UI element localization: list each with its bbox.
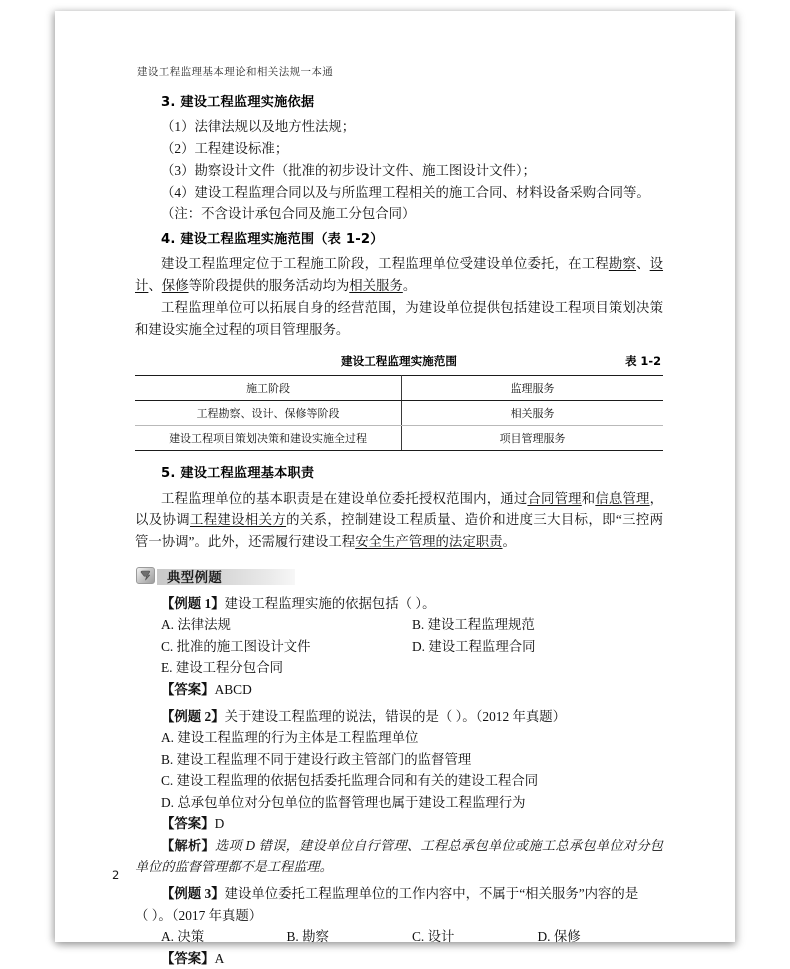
text-run: 建设工程监理实施的依据包括（ ）。 xyxy=(224,595,436,611)
answer-tag: 【答案】 xyxy=(161,816,215,832)
table-caption: 建设工程监理实施范围 xyxy=(341,354,457,369)
section-4-paragraph-2: 工程监理单位可以拓展自身的经营范围，为建设单位提供包括建设工程项目策划决策和建设实施全过程的项目管理服务。 xyxy=(135,299,663,337)
underlined-term: 合同管理 xyxy=(527,490,582,506)
option-a: A. 建设工程监理的行为主体是工程监理单位 xyxy=(161,730,419,746)
list-item: （4）建设工程监理合同以及与所监理工程相关的施工合同、材料设备采购合同等。 xyxy=(161,184,650,200)
table-cell: 工程勘察、设计、保修等阶段 xyxy=(135,401,402,426)
underlined-term: 设计 xyxy=(135,256,664,294)
answer-value: A xyxy=(214,950,225,966)
text-run: 建设单位委托工程监理单位的工作内容中，不属于“相关服务”内容的是 xyxy=(224,886,639,902)
option-d: D. 保修 xyxy=(537,929,581,945)
example-swirl-icon xyxy=(136,567,155,584)
example-1-tag: 【例题 1】 xyxy=(161,595,225,611)
example-3-tag: 【例题 3】 xyxy=(161,886,225,902)
text-run: 等阶段提供的服务活动均为 xyxy=(188,278,350,294)
underlined-term: 勘察 xyxy=(608,256,637,272)
section-4-paragraph-1 xyxy=(135,253,663,296)
answer-value: D xyxy=(214,816,225,832)
answer-tag: 【答案】 xyxy=(161,681,215,697)
table-row xyxy=(135,401,663,426)
underlined-term: 安全生产管理的法定职责 xyxy=(355,534,503,550)
document-page xyxy=(55,11,735,966)
option-e: E. 建设工程分包合同 xyxy=(161,660,283,676)
example-swirl-glyph xyxy=(139,569,152,582)
option-b: B. 建设工程监理规范 xyxy=(412,617,535,633)
example-2-answer xyxy=(135,813,663,834)
examples-banner-label: 典型例题 xyxy=(167,570,223,586)
option-b: B. 建设工程监理不同于建设行政主管部门的监督管理 xyxy=(161,751,472,767)
text-run: 的关系，控制建设工程质量、造价和进度三大目标，即“三控两管一协调”。此外，还需履行建设工程 xyxy=(135,512,663,550)
section-5-paragraph xyxy=(135,488,663,553)
table-cell: 建设工程项目策划决策和建设实施全过程 xyxy=(135,426,402,451)
section-3-heading: 3. 建设工程监理实施依据 xyxy=(161,95,315,110)
answer-value: ABCD xyxy=(214,681,252,697)
option-row xyxy=(135,614,663,635)
analysis-text: 选项 D 错误，建设单位自行管理、工程总承包单位或施工总承包单位对分包单位的监督管理都不是工程监理。 xyxy=(135,837,663,874)
page-number: 2 xyxy=(112,868,120,882)
option-c: C. 设计 xyxy=(412,929,455,945)
example-2-tag: 【例题 2】 xyxy=(161,708,225,724)
text-run: 工程监理单位的基本职责是在建设单位委托授权范围内，通过 xyxy=(161,490,528,506)
table-cell: 相关服务 xyxy=(402,401,663,426)
example-3-stem-continued: （ ）。（2017 年真题） xyxy=(135,907,263,923)
list-item: （1）法律法规以及地方性法规； xyxy=(161,119,356,135)
text-run: 、 xyxy=(148,278,162,294)
table-block xyxy=(135,353,663,451)
option-row xyxy=(135,636,663,657)
text-run: 关于建设工程监理的说法，错误的是（ ）。（2012 年真题） xyxy=(224,708,567,724)
example-1-answer xyxy=(135,679,663,700)
example-2-analysis xyxy=(135,835,663,878)
table-header-cell: 监理服务 xyxy=(402,376,663,401)
section-3-note: （注：不含设计承包合同及施工分包合同） xyxy=(161,206,416,222)
example-2-stem xyxy=(135,706,663,727)
list-item: （2）工程建设标准； xyxy=(161,141,289,157)
underlined-term: 保修 xyxy=(161,278,189,294)
option-d: D. 总承包单位对分包单位的监督管理也属于建设工程监理行为 xyxy=(161,794,526,810)
running-header: 建设工程监理基本理论和相关法规一本通 xyxy=(137,66,334,78)
text-run: 、 xyxy=(636,256,650,272)
page-content xyxy=(135,93,663,969)
table-header-cell: 施工阶段 xyxy=(135,376,402,401)
option-b: B. 勘察 xyxy=(286,929,329,945)
table-header-row xyxy=(135,376,663,401)
text-run: 。 xyxy=(502,534,516,550)
table-number: 表 1-2 xyxy=(625,354,661,369)
option-a: A. 法律法规 xyxy=(161,617,231,633)
underlined-term: 信息管理 xyxy=(595,490,650,506)
section-5-heading: 5. 建设工程监理基本职责 xyxy=(161,466,315,482)
option-d: D. 建设工程监理合同 xyxy=(412,638,536,654)
text-run: 和 xyxy=(581,490,596,506)
example-3-answer xyxy=(135,948,663,969)
scope-table xyxy=(135,375,663,451)
text-run: 。 xyxy=(402,278,417,294)
table-caption-row xyxy=(135,353,663,370)
example-3-stem xyxy=(135,883,663,904)
underlined-term: 相关服务 xyxy=(349,278,403,294)
option-a: A. 决策 xyxy=(161,929,205,945)
text-run: ，以及协调 xyxy=(135,490,664,528)
option-row xyxy=(135,926,663,947)
example-3 xyxy=(135,883,663,969)
examples-banner xyxy=(135,567,663,587)
option-c: C. 批准的施工图设计文件 xyxy=(161,638,311,654)
analysis-tag: 【解析】 xyxy=(161,837,215,853)
table-cell: 项目管理服务 xyxy=(402,426,663,451)
underlined-term: 工程建设相关方 xyxy=(189,512,287,528)
list-item: （3）勘察设计文件（批准的初步设计文件、施工图设计文件）； xyxy=(161,162,536,178)
section-4-heading: 4. 建设工程监理实施范围（表 1-2） xyxy=(161,231,384,247)
example-2 xyxy=(135,706,663,877)
option-c: C. 建设工程监理的依据包括委托监理合同和有关的建设工程合同 xyxy=(161,773,539,789)
text-run: 建设工程监理定位于工程施工阶段，工程监理单位受建设单位委托，在工程 xyxy=(161,256,609,272)
example-1 xyxy=(135,593,663,700)
answer-tag: 【答案】 xyxy=(161,950,215,966)
table-row xyxy=(135,426,663,451)
example-1-stem xyxy=(135,593,663,614)
